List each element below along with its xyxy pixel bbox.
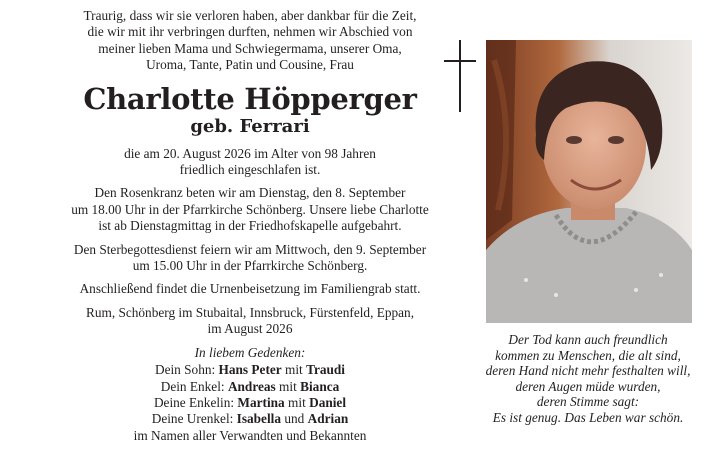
relative-role: Dein Enkel: [160,378,225,394]
relative-name: Isabella [236,411,281,427]
relative-partner: Traudi [306,362,345,378]
relative-role: Dein Sohn: [154,362,216,378]
relative-partner: Bianca [300,378,340,394]
remembrance-heading: In liebem Gedenken: [194,344,306,360]
relative-name: Martina [237,394,285,410]
memorial-quote [464,332,712,425]
relative-conjunction: mit [279,378,297,394]
relative-partner: Daniel [309,394,347,410]
quote-line: deren Hand nicht mehr festhalten will, [485,363,691,378]
quote-line: Der Tod kann auch freundlich [508,332,668,347]
death-line: friedlich eingeschlafen ist. [179,162,321,178]
relative-role: Deine Urenkel: [151,411,234,427]
intro-text [14,8,486,74]
burial-notice [14,281,486,297]
relative-row [14,411,486,427]
quote-line: kommen zu Menschen, die alt sind, [495,347,681,363]
relative-partner: Adrian [307,411,349,427]
rosary-line: ist ab Dienstagmittag in der Friedhofskapelle aufgebahrt. [98,218,402,234]
obituary-text [14,8,486,444]
cross-vertical-bar [459,40,461,112]
intro-line: Uroma, Tante, Patin und Cousine, Frau [146,57,354,73]
relative-row [14,395,486,411]
rosary-line: um 18.00 Uhr in der Pfarrkirche Schönberg. Unsere liebe Charlotte [71,201,429,217]
relative-conjunction: mit [285,362,303,378]
relative-conjunction: und [284,411,305,427]
maiden-name: geb. Ferrari [190,115,310,137]
quote-line: deren Augen müde wurden, [515,378,661,394]
intro-line: meiner lieben Mama und Schwiegermama, unserer Oma, [98,40,402,56]
intro-line: die wir mit ihr verbringen durften, nehmen wir Abschied von [87,24,413,40]
portrait-illustration [486,40,692,323]
cross-icon [444,40,476,112]
relative-row [14,362,486,378]
date-line: im August 2026 [207,321,293,337]
deceased-name: Charlotte Höpperger [83,81,417,116]
death-line: die am 20. August 2026 im Alter von 98 Jahren [124,145,376,161]
death-notice [14,146,486,179]
relative-role: Deine Enkelin: [153,394,235,410]
burial-line: Anschließend findet die Urnenbeisetzung im Familiengrab statt. [79,281,421,297]
rosary-notice [14,185,486,234]
portrait-photo [486,40,692,323]
relative-name: Andreas [227,378,276,394]
intro-line: Traurig, dass wir sie verloren haben, aber dankbar für die Zeit, [83,8,417,23]
quote-line: deren Stimme sagt: [536,394,640,409]
quote-line: Es ist genug. Das Leben war schön. [492,409,684,425]
cross-horizontal-bar [444,60,476,62]
rosary-line: Den Rosenkranz beten wir am Dienstag, den 8. September [94,185,406,201]
relative-conjunction: mit [288,394,306,410]
relative-name: Hans Peter [218,362,282,378]
funeral-line: um 15.00 Uhr in der Pfarrkirche Schönberg. [132,258,368,274]
funeral-notice [14,242,486,275]
place-date [14,305,486,338]
funeral-line: Den Sterbegottesdienst feiern wir am Mittwoch, den 9. September [73,241,427,257]
closing-line: im Namen aller Verwandten und Bekannten [133,427,367,443]
place-line: Rum, Schönberg im Stubaital, Innsbruck, Fürstenfeld, Eppan, [85,304,415,320]
relatives-list [14,362,486,444]
relative-row [14,379,486,395]
